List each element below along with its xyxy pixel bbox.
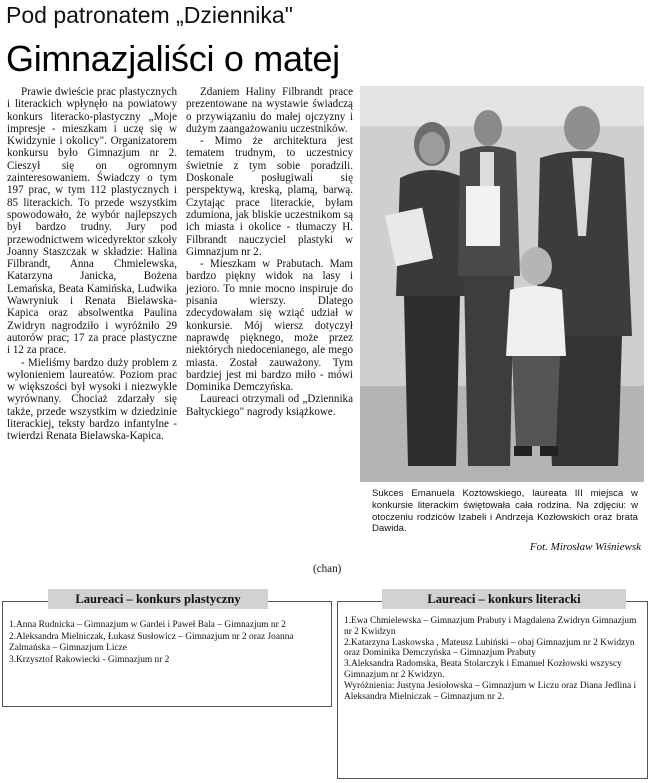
laureates-art-box bbox=[2, 601, 332, 707]
article-column-1 bbox=[7, 86, 177, 443]
list-item: Wyróżnienia: Justyna Jesiołowska – Gimnazjum w Liczu oraz Diana Jedlina i Aleksandra Mielniczak – Gimnazjum nr 2. bbox=[344, 680, 637, 702]
paragraph: - Mieszkam w Prabutach. Mam bardzo piękny widok na lasy i jezioro. To mnie mocno inspiruje do pisania wierszy. Dlatego zdecydowałam się wziąć udział w konkursie. Mój wiersz dotyczył naprawdę pięknego, może przez niektórych niedocenianego, ale mego miasta. Został zauważony. Tym bardziej jest mi bardzo miło - mówi Dominika Demczyńska. bbox=[186, 258, 353, 394]
list-item: 2.Aleksandra Mielniczak, Łukasz Susłowicz – Gimnazjum nr 2 oraz Joanna Zalmańska – Gimnazjum Licze bbox=[9, 631, 294, 654]
author-signature: (chan) bbox=[313, 563, 342, 575]
list-item: 1.Anna Rudnicka – Gimnazjum w Gardei i Paweł Bala – Gimnazjum nr 2 bbox=[9, 620, 286, 630]
article-column-2 bbox=[186, 86, 353, 418]
photo-caption: Sukces Emanuela Koztowskiego, laureata III miejsca w konkursie literackim świętowała cała rodzina. Na zdjęciu: w otoczeniu rodziców Izabeli i Andrzeja Kozłowskich oraz brata Dawida. bbox=[372, 488, 638, 535]
paragraph: Prawie dwieście prac plastycznych i literackich wpłynęło na powiatowy konkurs literacko-plastyczny „Moje impresje - mieszkam i uczę się w Kwidzynie i okolicy". Organizatorem konkursu było Gimnazjum nr 2. Cieszył się on ogromnym zainteresowaniem. Świadczy o tym 197 prac, w tym 112 plastycznych i 85 literackich. To przede wszystkim spowodowało, że wybór najlepszych był bardzo trudny. Jury pod przewodnictwem wicedyrektor szkoły Joanny Staszczak w składzie: Halina Filbrandt, Anna Chmielewska, Katarzyna Janicka, Bożena Lemańska, Beata Kamińska, Ludwika Wawryniuk i Renata Bielawska-Kapica oraz absolwentka Paulina Zwidryn nagrodziło i wyróżniło 29 autorów prac; 17 za prace plastyczne i 12 za prace. bbox=[7, 86, 177, 357]
paragraph: - Mieliśmy bardzo duży problem z wyłonieniem laureatów. Poziom prac w większości był wysoki i niezwykle wyrównany. Chociaż zdarzały się także, przede wszystkim w dziedzinie literackiej, teksty bardzo infantylne - twierdzi Renata Bielawska-Kapica. bbox=[7, 356, 177, 443]
photo-credit: Fot. Mirosław Wiśniewsk bbox=[529, 541, 641, 553]
paragraph: - Mimo że architektura jest tematem trudnym, to uczestnicy świetnie z tym sobie poradzili. Doskonale posługiwali się perspektywą, kreską, plamą, barwą. Czytając prace literackie, byłam zdumiona, jak bliskie uczestnikom są ich miasta i okolice - tłumaczy H. Filbrandt nauczyciel plastyki w Gimnazjum nr 2. bbox=[186, 135, 353, 258]
supertitle: Pod patronatem „Dziennika" bbox=[6, 2, 293, 28]
laureates-lit-title: Laureaci – konkurs literacki bbox=[382, 589, 626, 609]
family-photo bbox=[360, 86, 644, 482]
list-item: 2.Katarzyna Laskowska , Mateusz Lubiński – obaj Gimnazjum nr 2 Kwidzyn oraz Dominika Demczyńska – Gimnazjum Prabuty bbox=[344, 637, 635, 659]
laureates-art-title: Laureaci – konkurs plastyczny bbox=[48, 589, 268, 609]
paragraph: Zdaniem Haliny Filbrandt prace prezentowane na wystawie świadczą o przywiązaniu do małej ojczyzny i dużym zaangażowaniu uczestników. bbox=[186, 86, 353, 135]
paragraph: Laureaci otrzymali od „Dziennika Bałtyckiego" nagrody książkowe. bbox=[186, 393, 353, 418]
laureates-lit-list bbox=[344, 616, 643, 702]
laureates-art-list bbox=[9, 620, 327, 666]
headline: Gimnazjaliści o matej bbox=[6, 38, 340, 79]
laureates-lit-box bbox=[337, 601, 648, 779]
list-item: 1.Ewa Chmielewska – Gimnazjum Prabuty i Magdalena Zwidryn Gimnazjum nr 2 Kwidzyn bbox=[344, 616, 637, 637]
list-item: 3.Krzysztof Rakowiecki - Gimnazjum nr 2 bbox=[9, 654, 170, 665]
list-item: 3.Aleksandra Radomska, Beata Stolarczyk i Emanuel Kozłowski wszyscy Gimnazjum nr 2 Kwidzyn. bbox=[344, 659, 622, 680]
